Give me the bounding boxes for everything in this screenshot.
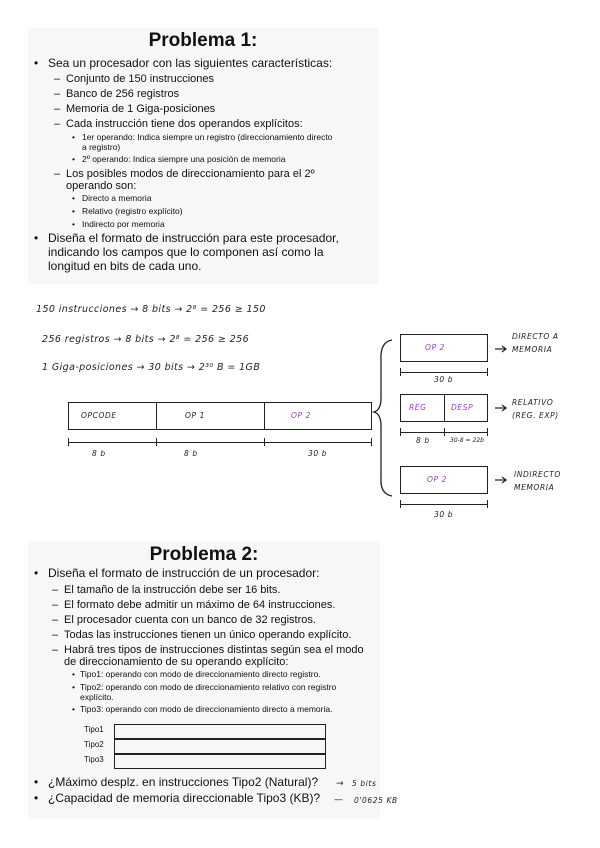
tipo1-format-field[interactable] (114, 724, 326, 739)
mode-directo: Directo a memoria (82, 193, 152, 203)
ruler-tick (400, 428, 401, 436)
calc-line-2: 256 registros → 8 bits → 2⁸ = 256 ≥ 256 (42, 334, 250, 345)
problem1-item-4: Cada instrucción tiene dos operandos explícitos: (66, 118, 303, 130)
operand1-line2: a registro) (82, 142, 121, 152)
dash-icon: – (52, 629, 59, 641)
ruler-tick (400, 500, 401, 508)
bullet-icon: • (72, 704, 75, 714)
bullet-icon: • (34, 775, 39, 789)
problem2-item-3: El procesador cuenta con un banco de 32 registros. (64, 614, 316, 626)
width-op1: 8 b (184, 449, 198, 458)
answer-2-dash: — (334, 795, 344, 805)
mode-relativo: Relativo (registro explícito) (82, 206, 183, 216)
answer-1: 5 bits (352, 779, 377, 788)
tipo2-format-field[interactable] (114, 739, 326, 754)
tipo2-desc-line2: explícito. (80, 692, 114, 702)
ruler-tick (400, 368, 401, 376)
dash-icon: – (52, 584, 59, 596)
problem2-title: Problema 2: (149, 544, 259, 565)
field-opcode: OPCODE (69, 403, 157, 429)
indirecto-box: OP 2 (400, 466, 488, 494)
answer-2: 0'0625 KB (354, 796, 398, 805)
directo-box: OP 2 (400, 334, 488, 362)
ruler-tick (487, 428, 488, 436)
task-line-3: longitud en bits de cada uno. (48, 259, 202, 273)
types-line1: Habrá tres tipos de instrucciones distintas según sea el modo (64, 644, 364, 656)
bullet-icon: • (34, 566, 39, 580)
problem1-title: Problema 1: (148, 30, 258, 51)
bullet-icon: • (34, 56, 39, 70)
problem1-item-1: Conjunto de 150 instrucciones (66, 73, 214, 85)
field-op1: OP 1 (157, 403, 265, 429)
tipo1-desc: Tipo1: operando con modo de direccionamiento directo registro. (80, 669, 321, 679)
task-line-2: indicando los campos que lo componen así como la (48, 245, 324, 259)
task-line-1: Diseña el formato de instrucción para este procesador, (48, 231, 339, 245)
bullet-icon: • (72, 682, 75, 692)
operand1-line1: 1er operando: Indica siempre un registro (direccionamiento directo (82, 132, 333, 142)
indirecto-label-1: INDIRECTO (514, 470, 561, 479)
problem1-item-3: Memoria de 1 Giga-posiciones (66, 103, 216, 115)
relativo-box (400, 394, 488, 422)
ruler-tick (487, 500, 488, 508)
directo-label-1: DIRECTO A (512, 332, 559, 341)
relativo-label-1: RELATIVO (512, 398, 554, 407)
mode-indirecto: Indirecto por memoria (82, 219, 165, 229)
dash-icon: – (52, 599, 59, 611)
width-op2: 30 b (308, 449, 328, 458)
operand2: 2º operando: Indica siempre una posición de memoria (82, 154, 286, 164)
directo-width: 30 b (434, 375, 454, 384)
width-opcode: 8 b (92, 449, 106, 458)
problem2-item-4: Todas las instrucciones tienen un único operando explícito. (64, 629, 352, 641)
dash-icon: – (52, 614, 59, 626)
bullet-icon: • (72, 154, 75, 164)
ruler-tick (444, 428, 445, 436)
dash-icon: – (54, 118, 61, 130)
bullet-icon: • (34, 231, 39, 245)
indirecto-ruler (400, 504, 488, 505)
problem2-item-2: El formato debe admitir un máximo de 64 instrucciones. (64, 599, 336, 611)
tipo3-format-field[interactable] (114, 754, 326, 769)
field-desp: DESP (451, 403, 474, 412)
dash-icon: – (54, 88, 61, 100)
dash-icon: – (54, 73, 61, 85)
calc-line-1: 150 instrucciones → 8 bits → 2⁸ = 256 ≥ 150 (36, 304, 266, 315)
bullet-icon: • (72, 193, 75, 203)
dash-icon: – (52, 644, 59, 656)
tipo2-desc-line1: Tipo2: operando con modo de direccionamiento relativo con registro (80, 682, 337, 692)
bullet-icon: • (34, 791, 39, 805)
types-line2: de direccionamiento de su operando explícito: (64, 656, 289, 668)
indirecto-width: 30 b (434, 510, 454, 519)
directo-ruler (400, 372, 488, 373)
problem1-bullet-main: Sea un procesador con las siguientes características: (48, 56, 333, 70)
directo-label-2: MEMORIA (512, 345, 553, 354)
answer-1-arrow: → (336, 779, 344, 789)
relativo-width-desp: 30-8 = 22b (450, 437, 484, 444)
problem2-slide: Problema 2: • Diseña el formato de instrucción de un procesador: – El tamaño de la instrucción debe ser 16 bits. – El formato debe admitir un máximo de 64 instrucciones. – El procesador cuenta con un banco de 32 registros. – Todas las instrucciones tienen un único operando explícito. – Habrá tres tipos de instrucciones distintas según sea el modo de direccionamiento de su operando explícito: • Tipo1: operando con modo de direccionamiento directo registro. • Tipo2: operando con modo de direccionamiento relativo con registro explícito. • Tipo3: operando con modo de direccionamiento directo a memoria. Tipo1 Tipo2 Tipo3 • ¿Máximo desplz. en instrucciones Tipo2 (Natural)? • ¿Capacidad de memoria direccionable Tipo3 (KB)? (28, 542, 380, 818)
field-reg: REG (401, 395, 445, 421)
calc-line-3: 1 Giga-posiciones → 30 bits → 2³⁰ B = 1GB (42, 362, 261, 373)
bullet-icon: • (72, 669, 75, 679)
bullet-icon: • (72, 132, 75, 142)
bullet-icon: • (72, 206, 75, 216)
indirecto-label-2: MEMORIA (514, 483, 555, 492)
problem2-item-1: El tamaño de la instrucción debe ser 16 bits. (64, 584, 281, 596)
question-1: ¿Máximo desplz. en instrucciones Tipo2 (Natural)? (48, 775, 319, 789)
dash-icon: – (54, 103, 61, 115)
problem2-bullet-main: Diseña el formato de instrucción de un procesador: (48, 566, 320, 580)
bullet-icon: • (72, 219, 75, 229)
field-op2: OP 2 (291, 411, 311, 420)
ruler-tick (487, 368, 488, 376)
question-2: ¿Capacidad de memoria direccionable Tipo3 (KB)? (48, 791, 321, 805)
modes-line1: Los posibles modos de direccionamiento para el 2º (66, 168, 315, 180)
relativo-label-2: (REG. EXP) (512, 411, 559, 420)
problem1-item-2: Banco de 256 registros (66, 88, 180, 100)
relativo-width-reg: 8 b (416, 436, 430, 445)
dash-icon: – (54, 168, 61, 180)
modes-line2: operando son: (66, 180, 137, 192)
brace-icon (374, 340, 392, 496)
tipo3-desc: Tipo3: operando con modo de direccionamiento directo a memoria. (80, 704, 333, 714)
